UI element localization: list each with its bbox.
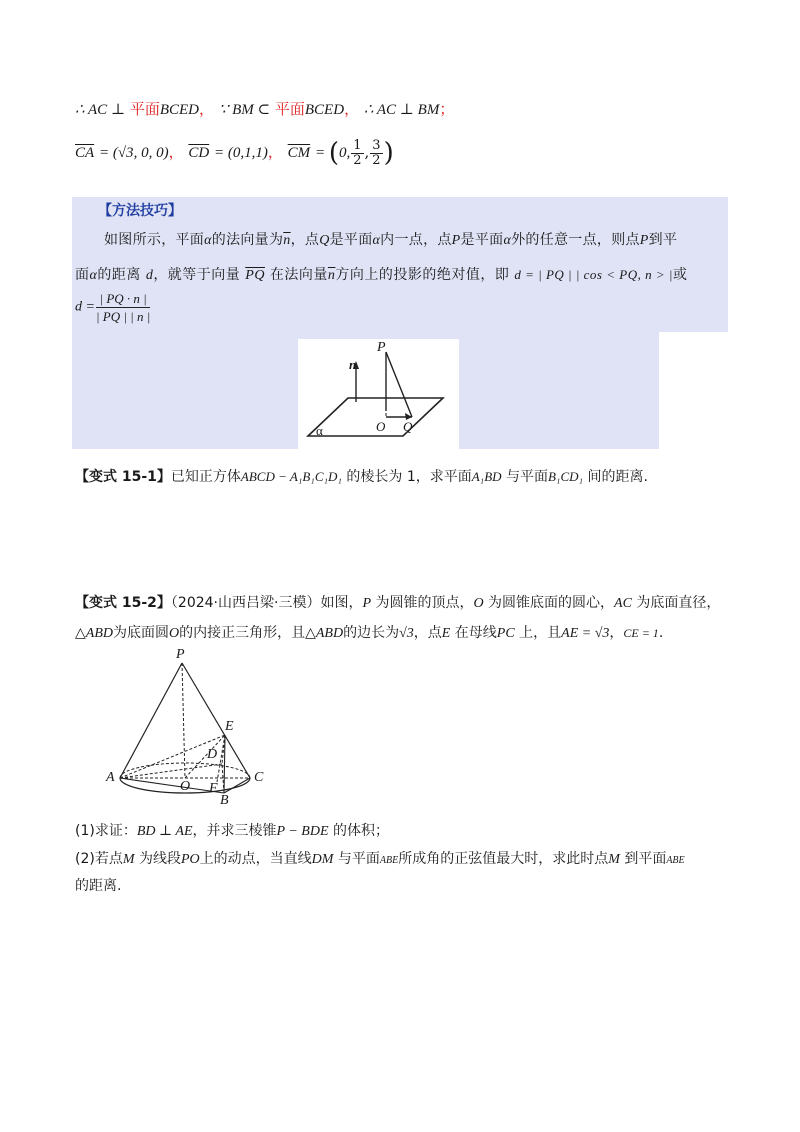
label-q: Q: [403, 419, 413, 434]
label-o: O: [376, 419, 386, 434]
therefore-ac-perp-bm: ∴ AC ⊥ BM: [363, 102, 440, 118]
variant-15-1-tag: 【变式 15-1】: [75, 469, 171, 485]
therefore-ac-perp: ∴ AC ⊥: [75, 102, 126, 118]
plane-word: 平面: [129, 100, 160, 118]
fraction-half: $\frac{1}{2}$: [353, 137, 362, 168]
figure-cone: [100, 645, 280, 815]
vector-cm: $\overline{CM}$: [287, 145, 311, 161]
label-f: F: [209, 781, 218, 796]
vector-ca: $\overline{CA}$: [75, 145, 95, 161]
label-a: A: [106, 770, 115, 785]
vector-cd: $\overline{CD}$: [188, 145, 210, 161]
separator: ，: [168, 143, 184, 161]
method-title: 【方法技巧】: [98, 203, 182, 219]
label-p: P: [377, 340, 386, 355]
label-d: D: [207, 747, 218, 762]
method-line-2: 面α的距离 d，就等于向量 $\overline{PQ}$ 在法向量$\overline{n}$方向上的投影的绝对值，即 d = | PQ | | cos < PQ, n > |或: [75, 267, 688, 283]
fraction-three-halves: $\frac{3}{2}$: [372, 137, 381, 168]
vector-ca-close: , 0, 0): [133, 145, 169, 161]
label-b: B: [220, 793, 229, 808]
label-c: C: [254, 770, 264, 785]
proof-line-1: [75, 98, 454, 119]
method-line-1: 如图所示，平面α的法向量为$\overline{n}$，点Q是平面α内一点，点P是平面α外的任意一点，则点P到平: [104, 232, 678, 248]
variant-15-2-tag: 【变式 15-2】: [75, 595, 171, 611]
vector-ca-open: = (: [98, 145, 118, 161]
vector-line: $\overline{CA} = (√3$, 0, 0)， $\overline{CD} = (0,1,1)$， $\overline{CM} = (0$, $\frac{1}{2}$ , $\frac{3}{2}$ ): [75, 137, 394, 168]
figure-plane-projection: [298, 339, 459, 451]
question-2: (2)若点M 为线段PO上的动点，当直线DM 与平面ABE所成角的正弦值最大时，求此时点M 到平面ABE: [75, 851, 685, 867]
separator: ，: [267, 143, 283, 161]
vector-ca-sqrt: √3: [117, 145, 134, 161]
semicolon: ；: [439, 100, 455, 118]
variant-15-1: 【变式 15-1】已知正方体ABCD − A₁B₁C₁D₁ 的棱长为 1，求平面A₁BD 与平面B₁CD₁ 间的距离.: [75, 469, 648, 485]
vector-cm-zero: 0,: [338, 145, 351, 161]
plane-bced: BCED: [159, 102, 200, 118]
vector-cd-value: = (0,1,1): [213, 145, 268, 161]
comma: ，: [344, 100, 360, 118]
plane-bced: BCED: [304, 102, 345, 118]
variant-15-2-line-1: 【变式 15-2】（2024·山西吕梁·三模）如图，P 为圆锥的顶点，O 为圆锥底面的圆心，AC 为底面直径，: [75, 595, 721, 611]
vector-cm-eq: =: [314, 145, 329, 161]
label-n: n: [349, 357, 357, 372]
label-p: P: [176, 647, 185, 662]
distance-formula: d = | PQ | | cos < PQ, n > |: [514, 267, 673, 282]
method-formula-2: d = $\frac{| PQ \cdot n |}{| PQ | | n |}$: [75, 291, 151, 324]
variant-15-2-line-2: △ABD为底面圆O的内接正三角形，且△ABD的边长为√3，点E 在母线PC 上，且AE = √3，CE = 1.: [75, 625, 664, 641]
label-o: O: [180, 779, 191, 794]
label-e: E: [225, 719, 234, 734]
question-1: (1)求证：BD ⊥ AE，并求三棱锥P − BDE 的体积；: [75, 823, 389, 839]
label-alpha: α: [316, 423, 323, 438]
because-bm-subset: ∵ BM ⊂: [218, 102, 271, 118]
comma: ，: [199, 100, 215, 118]
question-2-cont: 的距离.: [75, 878, 122, 894]
plane-word: 平面: [274, 100, 305, 118]
